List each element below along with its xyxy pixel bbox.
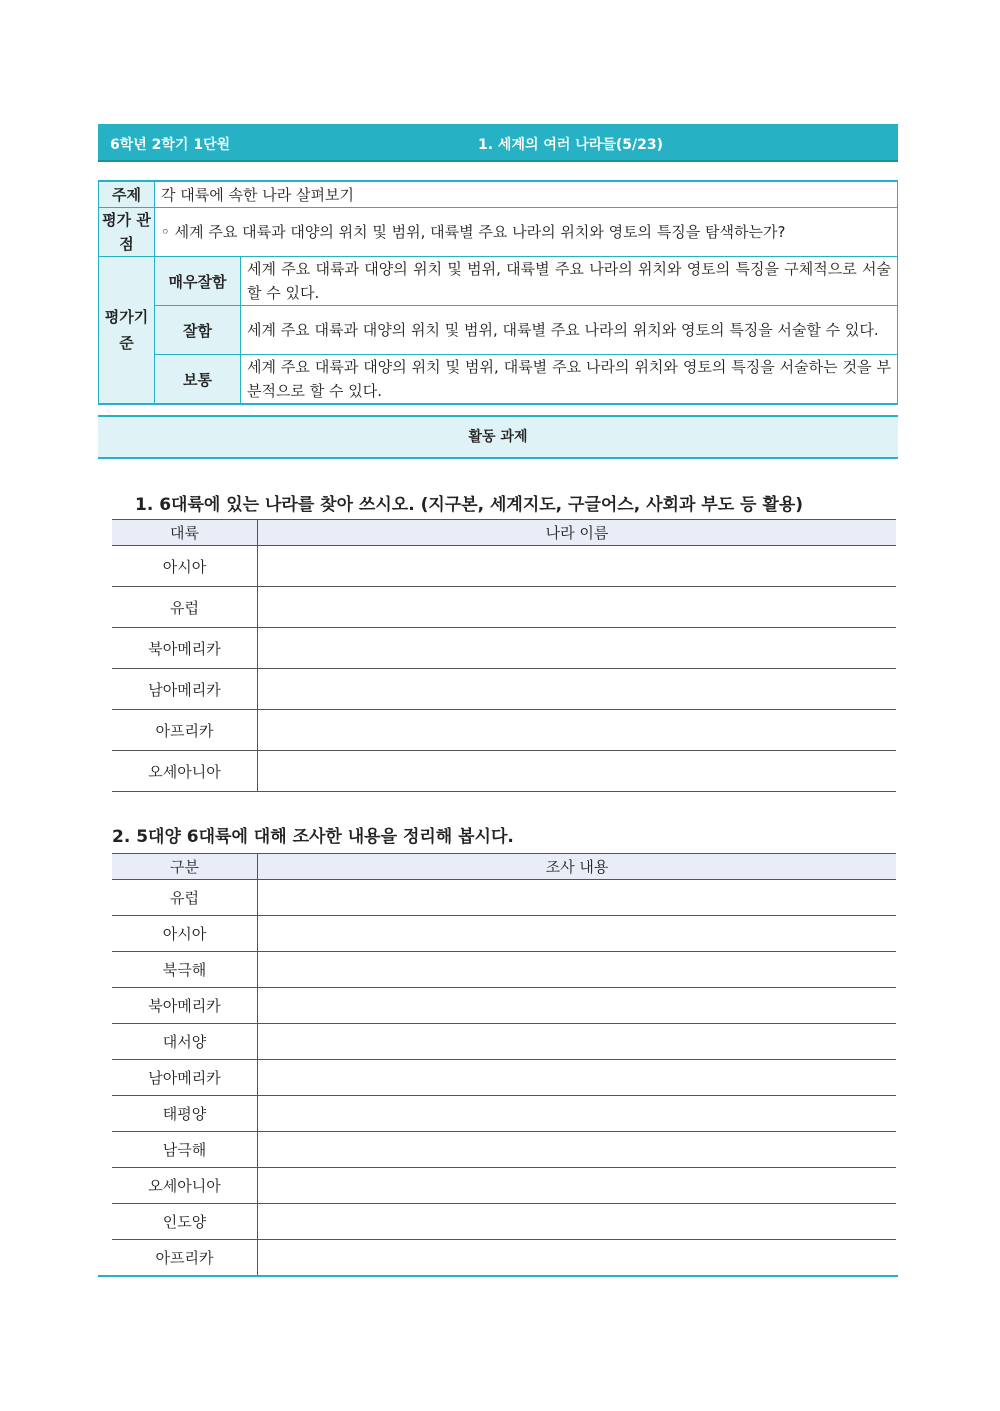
table-row (112, 1024, 896, 1060)
row-label: 인도양 (112, 1204, 258, 1240)
answer-cell[interactable] (258, 1204, 897, 1240)
row-label: 태평양 (112, 1096, 258, 1132)
answer-cell[interactable] (258, 1096, 897, 1132)
answer-cell[interactable] (258, 880, 897, 916)
row-label: 유럽 (112, 880, 258, 916)
answer-cell[interactable] (258, 916, 897, 952)
viewpoint-label: 평가 관점 (99, 208, 155, 257)
table-row (112, 669, 896, 710)
question-2-table (112, 853, 896, 1277)
criteria-text: 세계 주요 대륙과 대양의 위치 및 범위, 대륙별 주요 나라의 위치와 영토의 특징을 구체적으로 서술할 수 있다. (241, 257, 898, 306)
answer-cell[interactable] (258, 751, 897, 792)
table-row (112, 988, 896, 1024)
answer-cell[interactable] (258, 952, 897, 988)
question-2-title: 2. 5대양 6대륙에 대해 조사한 내용을 정리해 봅시다. (112, 827, 514, 847)
row-label: 남아메리카 (112, 669, 258, 710)
lesson-title: 1. 세계의 여러 나라들(5/23) (478, 137, 664, 153)
row-label: 북아메리카 (112, 628, 258, 669)
answer-cell[interactable] (258, 1168, 897, 1204)
table-row (112, 880, 896, 916)
table-row (112, 1204, 896, 1240)
unit-label: 6학년 2학기 1단원 (110, 137, 231, 153)
criteria-level: 잘함 (155, 306, 241, 355)
answer-cell[interactable] (258, 546, 897, 587)
row-label: 아시아 (112, 546, 258, 587)
criteria-row-good (99, 306, 898, 355)
row-label: 남아메리카 (112, 1060, 258, 1096)
subject-row (99, 181, 898, 208)
column-header-continent: 대륙 (112, 520, 258, 546)
row-label: 오세아니아 (112, 751, 258, 792)
column-header-country: 나라 이름 (258, 520, 897, 546)
table-row (112, 916, 896, 952)
row-label: 유럽 (112, 587, 258, 628)
subject-label: 주제 (99, 181, 155, 208)
criteria-row-excellent (99, 257, 898, 306)
row-label: 아프리카 (112, 710, 258, 751)
row-label: 남극해 (112, 1132, 258, 1168)
lesson-banner (98, 124, 898, 162)
answer-cell[interactable] (258, 988, 897, 1024)
answer-cell[interactable] (258, 587, 897, 628)
bottom-divider (98, 1275, 898, 1277)
answer-cell[interactable] (258, 1060, 897, 1096)
table-header-row (112, 854, 896, 880)
viewpoint-row (99, 208, 898, 257)
table-header-row (112, 520, 896, 546)
table-row (112, 1240, 896, 1277)
answer-cell[interactable] (258, 710, 897, 751)
criteria-label: 평가기준 (99, 257, 155, 405)
criteria-row-normal (99, 355, 898, 405)
row-label: 북아메리카 (112, 988, 258, 1024)
criteria-level: 매우잘함 (155, 257, 241, 306)
table-row (112, 1060, 896, 1096)
table-row (112, 628, 896, 669)
criteria-text: 세계 주요 대륙과 대양의 위치 및 범위, 대륙별 주요 나라의 위치와 영토의 특징을 서술할 수 있다. (241, 306, 898, 355)
table-row (112, 1096, 896, 1132)
table-row (112, 710, 896, 751)
column-header-category: 구분 (112, 854, 258, 880)
row-label: 아프리카 (112, 1240, 258, 1277)
question-1-table (112, 519, 896, 792)
row-label: 아시아 (112, 916, 258, 952)
table-row (112, 1132, 896, 1168)
row-label: 대서양 (112, 1024, 258, 1060)
subject-value: 각 대륙에 속한 나라 살펴보기 (155, 181, 898, 208)
question-1-title: 1. 6대륙에 있는 나라를 찾아 쓰시오. (지구본, 세계지도, 구글어스, 사회과 부도 등 활용) (135, 495, 804, 515)
table-row (112, 587, 896, 628)
viewpoint-value: ◦ 세계 주요 대륙과 대양의 위치 및 범위, 대륙별 주요 나라의 위치와 영토의 특징을 탐색하는가? (155, 208, 898, 257)
column-header-research: 조사 내용 (258, 854, 897, 880)
table-row (112, 1168, 896, 1204)
table-row (112, 751, 896, 792)
answer-cell[interactable] (258, 1132, 897, 1168)
answer-cell[interactable] (258, 1024, 897, 1060)
criteria-text: 세계 주요 대륙과 대양의 위치 및 범위, 대륙별 주요 나라의 위치와 영토의 특징을 서술하는 것을 부분적으로 할 수 있다. (241, 355, 898, 405)
answer-cell[interactable] (258, 628, 897, 669)
table-row (112, 952, 896, 988)
table-row (112, 546, 896, 587)
row-label: 오세아니아 (112, 1168, 258, 1204)
evaluation-table (98, 180, 898, 405)
answer-cell[interactable] (258, 1240, 897, 1277)
row-label: 북극해 (112, 952, 258, 988)
answer-cell[interactable] (258, 669, 897, 710)
criteria-level: 보통 (155, 355, 241, 405)
activity-title: 활동 과제 (98, 415, 898, 459)
